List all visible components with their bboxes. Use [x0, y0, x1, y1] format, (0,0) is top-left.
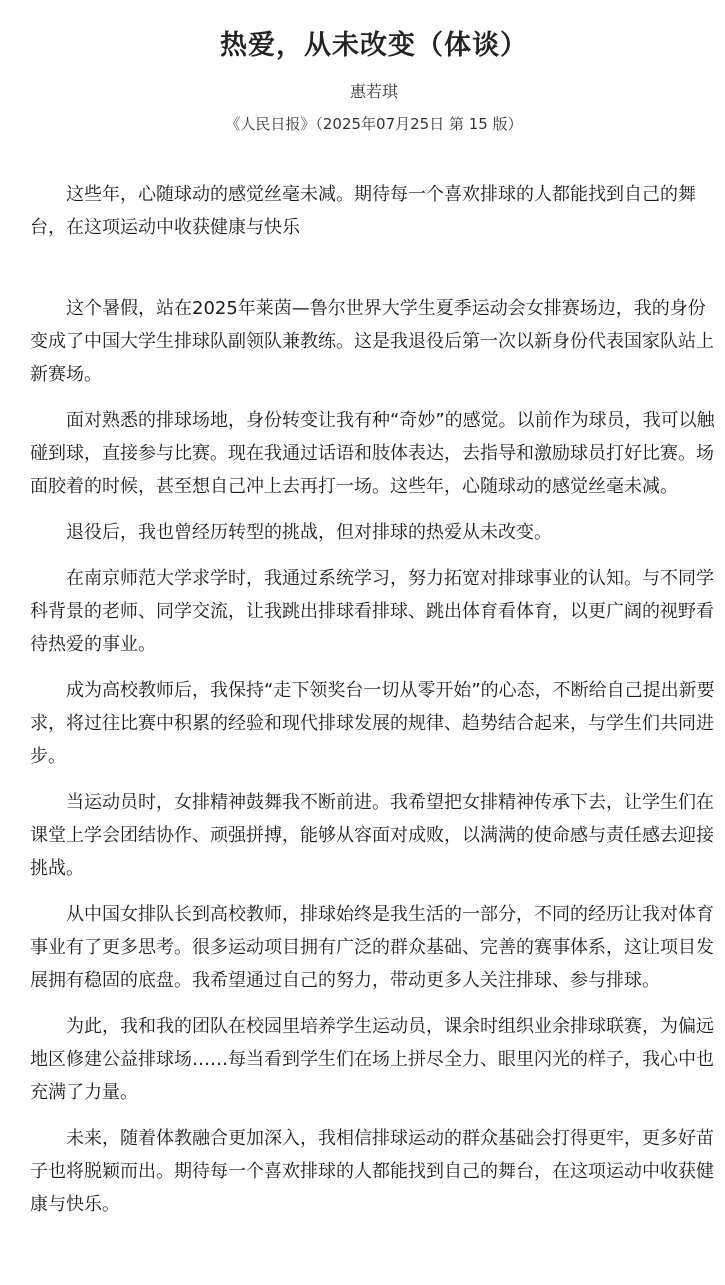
article: [30, 0, 718, 1234]
paragraph: 为此，我和我的团队在校园里培养学生运动员，课余时组织业余排球联赛，为偏远地区修建公益排球场……每当看到学生们在场上拼尽全力、眼里闪光的样子，我心中也充满了力量。: [30, 1016, 714, 1103]
paragraph: 从中国女排队长到高校教师，排球始终是我生活的一部分，不同的经历让我对体育事业有了更多思考。很多运动项目拥有广泛的群众基础、完善的赛事体系，这让项目发展拥有稳固的底盘。我希望通过自己的努力，带动更多人关注排球、参与排球。: [30, 904, 714, 991]
article-lead: 这些年，心随球动的感觉丝毫未减。期待每一个喜欢排球的人都能找到自己的舞台，在这项运动中收获健康与快乐: [30, 184, 696, 238]
paragraph: 当运动员时，女排精神鼓舞我不断前进。我希望把女排精神传承下去，让学生们在课堂上学会团结协作、顽强拼搏，能够从容面对成败，以满满的使命感与责任感去迎接挑战。: [30, 792, 714, 879]
section-gap: [30, 244, 718, 292]
paragraph: 退役后，我也曾经历转型的挑战，但对排球的热爱从未改变。: [66, 522, 552, 543]
paragraph: 在南京师范大学求学时，我通过系统学习，努力拓宽对排球事业的认知。与不同学科背景的老师、同学交流，让我跳出排球看排球、跳出体育看体育，以更广阔的视野看待热爱的事业。: [30, 568, 714, 655]
paragraph: 这个暑假，站在2025年莱茵—鲁尔世界大学生夏季运动会女排赛场边，我的身份变成了中国大学生排球队副领队兼教练。这是我退役后第一次以新身份代表国家队站上新赛场。: [30, 298, 714, 385]
article-title: 热爱，从未改变（体谈）: [220, 30, 528, 61]
paragraph: 成为高校教师后，我保持“走下领奖台一切从零开始”的心态，不断给自己提出新要求，将过往比赛中积累的经验和现代排球发展的规律、趋势结合起来，与学生们共同进步。: [30, 680, 715, 767]
article-body: [30, 292, 718, 1221]
article-source: 《人民日报》（2025年07月25日 第 15 版）: [225, 115, 523, 133]
paragraph: 未来，随着体教融合更加深入，我相信排球运动的群众基础会打得更牢，更多好苗子也将脱颖而出。期待每一个喜欢排球的人都能找到自己的舞台，在这项运动中收获健康与快乐。: [30, 1128, 714, 1215]
article-author: 惠若琪: [349, 82, 398, 101]
paragraph: 面对熟悉的排球场地，身份转变让我有种“奇妙”的感觉。以前作为球员，我可以触碰到球，直接参与比赛。现在我通过话语和肢体表达，去指导和激励球员打好比赛。场面胶着的时候，甚至想自己冲上去再打一场。这些年，心随球动的感觉丝毫未减。: [30, 410, 715, 497]
